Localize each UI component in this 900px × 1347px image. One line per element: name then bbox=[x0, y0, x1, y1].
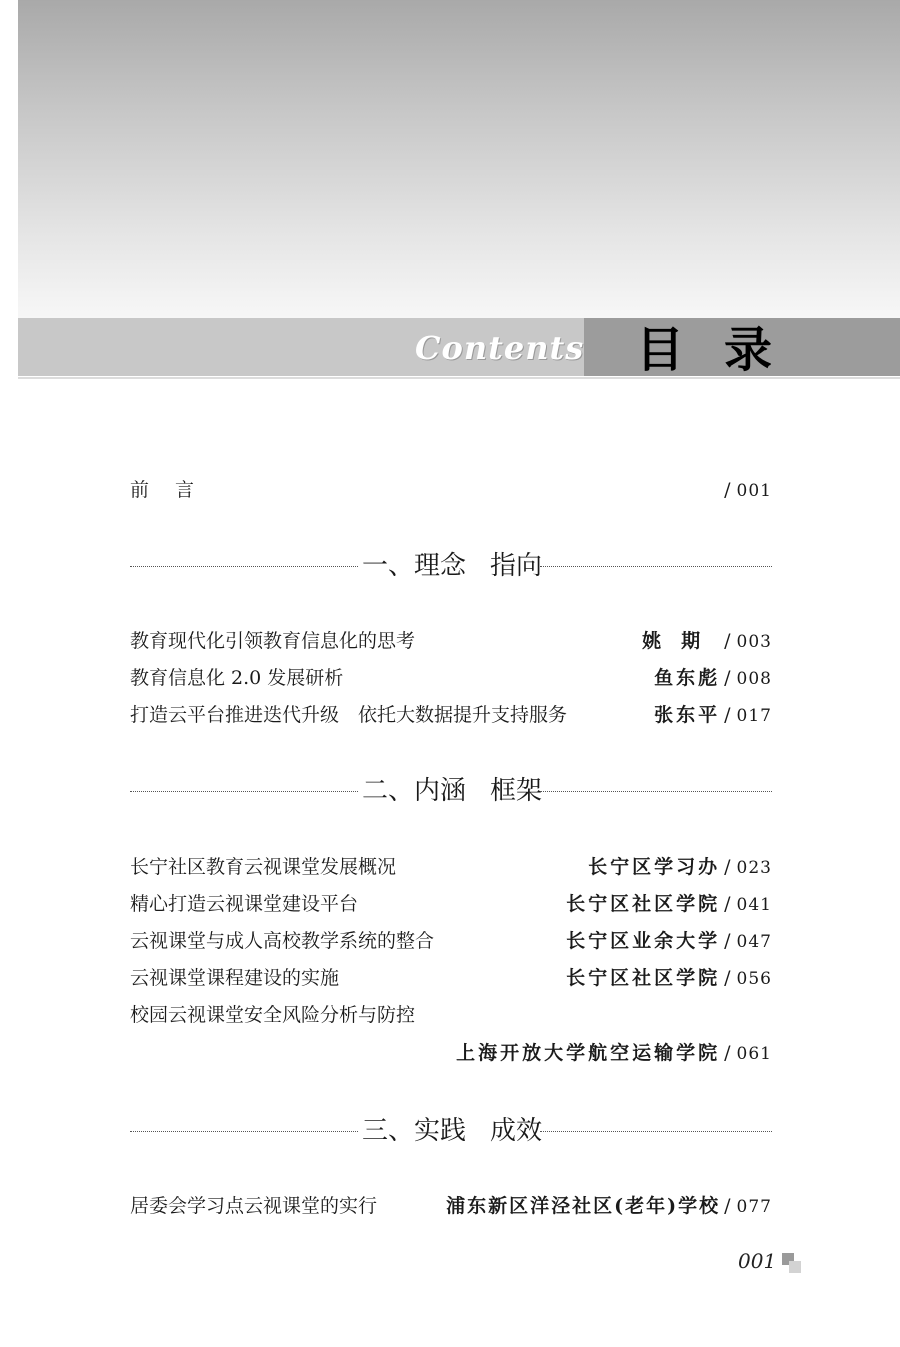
section-number: 三、 bbox=[362, 1116, 415, 1146]
toc-entry-continued[interactable] bbox=[130, 1037, 772, 1069]
toc-entry-author: 长宁区社区学院 bbox=[566, 893, 721, 915]
section-label bbox=[362, 1111, 542, 1151]
toc-entry[interactable] bbox=[130, 888, 772, 920]
section-heading bbox=[130, 546, 772, 586]
toc-entry-page: 017 bbox=[736, 706, 772, 726]
section-heading bbox=[130, 771, 772, 811]
section-part: 框架 bbox=[490, 776, 543, 806]
toc-entry-title: 教育信息化 2.0 发展研析 bbox=[130, 667, 344, 689]
toc-entry-author: 长宁区学习办 bbox=[588, 856, 721, 878]
section-label bbox=[362, 771, 542, 811]
toc-entry-title: 居委会学习点云视课堂的实行 bbox=[130, 1195, 378, 1217]
dotted-leader bbox=[130, 1131, 358, 1132]
dotted-leader bbox=[540, 791, 772, 792]
separator-slash: / bbox=[724, 1042, 731, 1064]
toc-entry[interactable] bbox=[130, 925, 772, 957]
toc-entry-title: 长宁社区教育云视课堂发展概况 bbox=[130, 856, 397, 878]
header-gradient bbox=[18, 0, 900, 318]
toc-entry-page: 041 bbox=[736, 895, 772, 915]
footer-page-number: 001 bbox=[738, 1249, 777, 1273]
toc-entry-title: 精心打造云视课堂建设平台 bbox=[130, 893, 359, 915]
toc-entry-page: 001 bbox=[736, 481, 772, 501]
dotted-leader bbox=[540, 1131, 772, 1132]
toc-entry[interactable] bbox=[130, 699, 772, 731]
toc-entry-page: 077 bbox=[736, 1197, 772, 1217]
separator-slash: / bbox=[724, 1195, 731, 1217]
toc-entry-page: 008 bbox=[736, 669, 772, 689]
footer-decoration bbox=[789, 1261, 801, 1273]
toc-entry-title: 云视课堂与成人高校教学系统的整合 bbox=[130, 930, 435, 952]
separator-slash: / bbox=[724, 893, 731, 915]
separator-slash: / bbox=[724, 479, 731, 501]
section-number: 二、 bbox=[362, 776, 415, 806]
section-label bbox=[362, 546, 542, 586]
toc-entry-preface[interactable] bbox=[130, 474, 772, 506]
toc-entry-author: 上海开放大学航空运输学院 bbox=[456, 1042, 721, 1064]
toc-entry[interactable] bbox=[130, 625, 772, 657]
separator-slash: / bbox=[724, 967, 731, 989]
contents-word: Contents bbox=[415, 329, 585, 367]
dotted-leader bbox=[540, 566, 772, 567]
toc-entry-page: 056 bbox=[736, 969, 772, 989]
toc-entry[interactable] bbox=[130, 662, 772, 694]
section-number: 一、 bbox=[362, 551, 415, 581]
toc-entry-title: 打造云平台推进迭代升级 依托大数据提升支持服务 bbox=[130, 704, 568, 726]
toc-entry-page: 023 bbox=[736, 858, 772, 878]
toc-entry-page: 003 bbox=[736, 632, 772, 652]
section-part: 理念 bbox=[414, 551, 467, 581]
toc-entry[interactable] bbox=[130, 962, 772, 994]
section-part: 成效 bbox=[490, 1116, 543, 1146]
toc-entry-author: 姚期 bbox=[642, 630, 721, 652]
toc-entry-title: 前言 bbox=[130, 479, 221, 501]
toc-entry-author: 浦东新区洋泾社区(老年)学校 bbox=[446, 1195, 721, 1217]
separator-slash: / bbox=[724, 856, 731, 878]
toc-entry[interactable] bbox=[130, 1190, 772, 1222]
separator-slash: / bbox=[724, 704, 731, 726]
toc-entry-title: 云视课堂课程建设的实施 bbox=[130, 967, 340, 989]
toc-entry-title: 校园云视课堂安全风险分析与防控 bbox=[130, 1004, 416, 1026]
toc-entry[interactable] bbox=[130, 999, 772, 1031]
toc-entry-author: 张东平 bbox=[654, 704, 721, 726]
separator-slash: / bbox=[724, 667, 731, 689]
section-part: 实践 bbox=[414, 1116, 467, 1146]
toc-entry-author: 长宁区业余大学 bbox=[566, 930, 721, 952]
toc-entry-page: 061 bbox=[736, 1044, 772, 1064]
dotted-leader bbox=[130, 791, 358, 792]
toc-entry-author: 长宁区社区学院 bbox=[566, 967, 721, 989]
section-heading bbox=[130, 1111, 772, 1151]
toc-entry-page: 047 bbox=[736, 932, 772, 952]
dotted-leader bbox=[130, 566, 358, 567]
toc-entry[interactable] bbox=[130, 851, 772, 883]
toc-entry-author: 鱼东彪 bbox=[654, 667, 721, 689]
separator-slash: / bbox=[724, 630, 731, 652]
page-title: 目录 bbox=[636, 322, 813, 378]
toc-entry-title: 教育现代化引领教育信息化的思考 bbox=[130, 630, 416, 652]
separator-slash: / bbox=[724, 930, 731, 952]
section-part: 内涵 bbox=[414, 776, 467, 806]
section-part: 指向 bbox=[490, 551, 543, 581]
